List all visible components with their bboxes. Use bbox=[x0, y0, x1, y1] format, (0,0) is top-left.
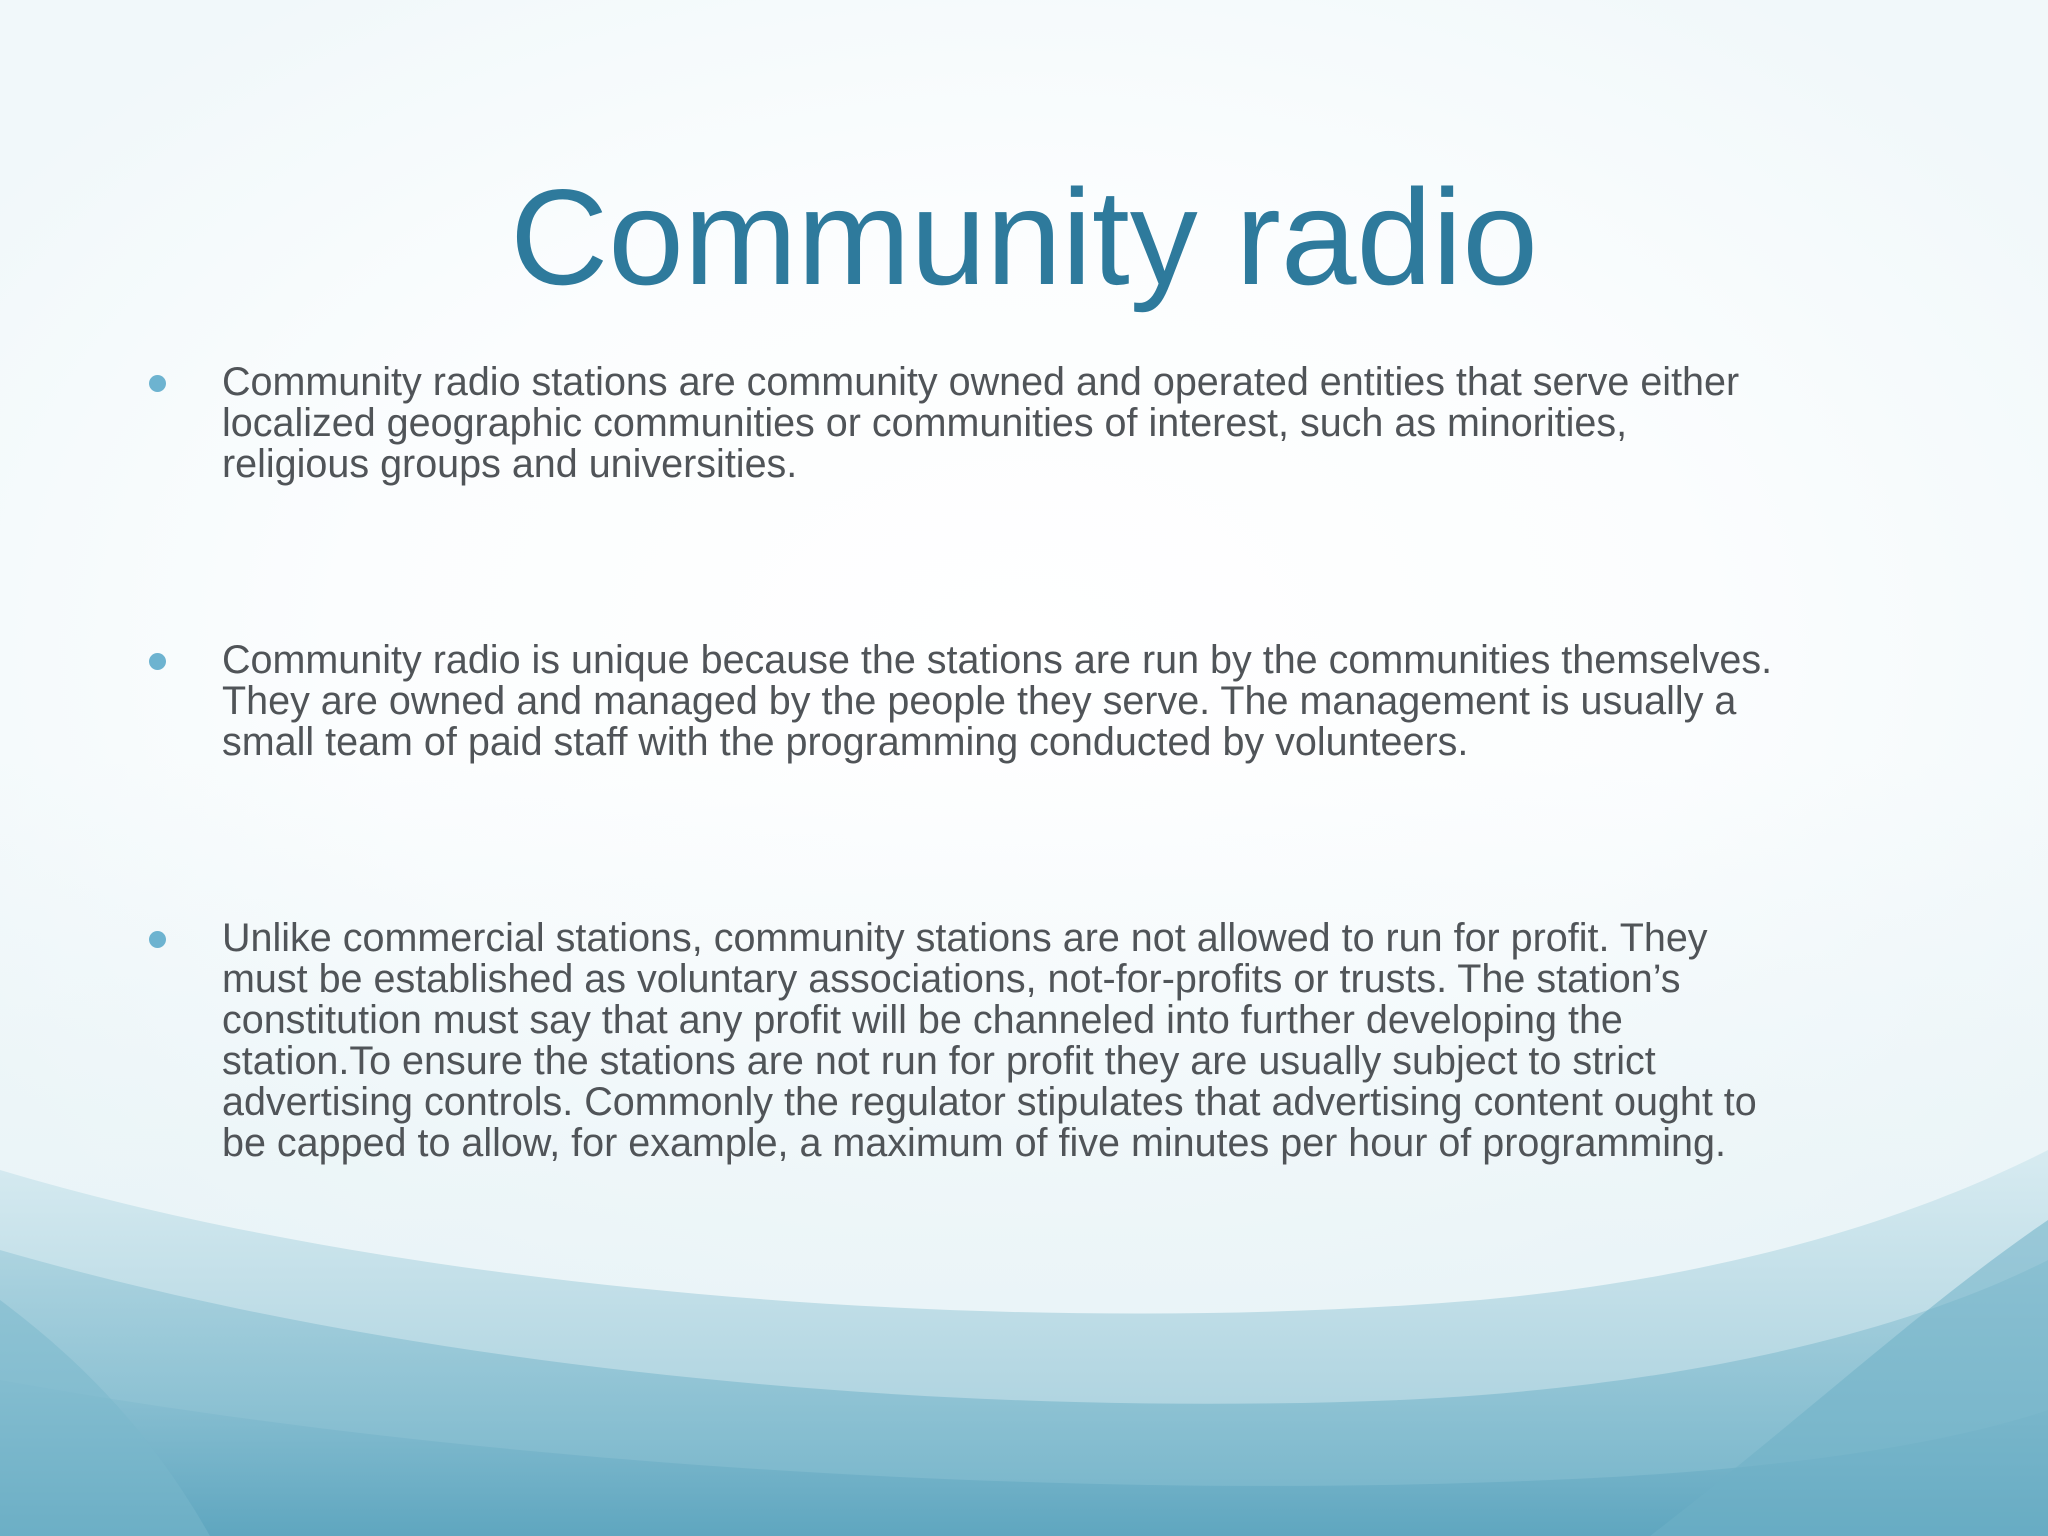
bullet-line: must be established as voluntary associations, not-for-profits or trusts. The station’s bbox=[222, 957, 1681, 1001]
bullet-text bbox=[222, 918, 1902, 1164]
bullet-line: Unlike commercial stations, community stations are not allowed to run for profit. They bbox=[222, 916, 1708, 960]
bullet-line: station.To ensure the stations are not run for profit they are usually subject to strict bbox=[222, 1039, 1656, 1083]
bullet-line: Community radio is unique because the stations are run by the communities themselves. bbox=[222, 638, 1773, 682]
bullet-dot-icon bbox=[149, 375, 166, 392]
bullet-line: localized geographic communities or communities of interest, such as minorities, bbox=[222, 401, 1628, 445]
bullet-line: They are owned and managed by the people they serve. The management is usually a bbox=[222, 679, 1737, 723]
bullet-text bbox=[222, 362, 1902, 485]
bullet-dot-icon bbox=[149, 653, 166, 670]
bullet-line: advertising controls. Commonly the regulator stipulates that advertising content ought to bbox=[222, 1080, 1757, 1124]
bullet-line: constitution must say that any profit will be channeled into further developing the bbox=[222, 998, 1623, 1042]
bullet-dot-icon bbox=[149, 931, 166, 948]
bullet-line: Community radio stations are community owned and operated entities that serve either bbox=[222, 360, 1740, 404]
bullet-line: religious groups and universities. bbox=[222, 442, 798, 486]
bullet-line: be capped to allow, for example, a maximum of five minutes per hour of programming. bbox=[222, 1121, 1726, 1165]
bullet-text bbox=[222, 640, 1902, 763]
slide-title: Community radio bbox=[510, 161, 1538, 313]
bullet-line: small team of paid staff with the programming conducted by volunteers. bbox=[222, 720, 1469, 764]
